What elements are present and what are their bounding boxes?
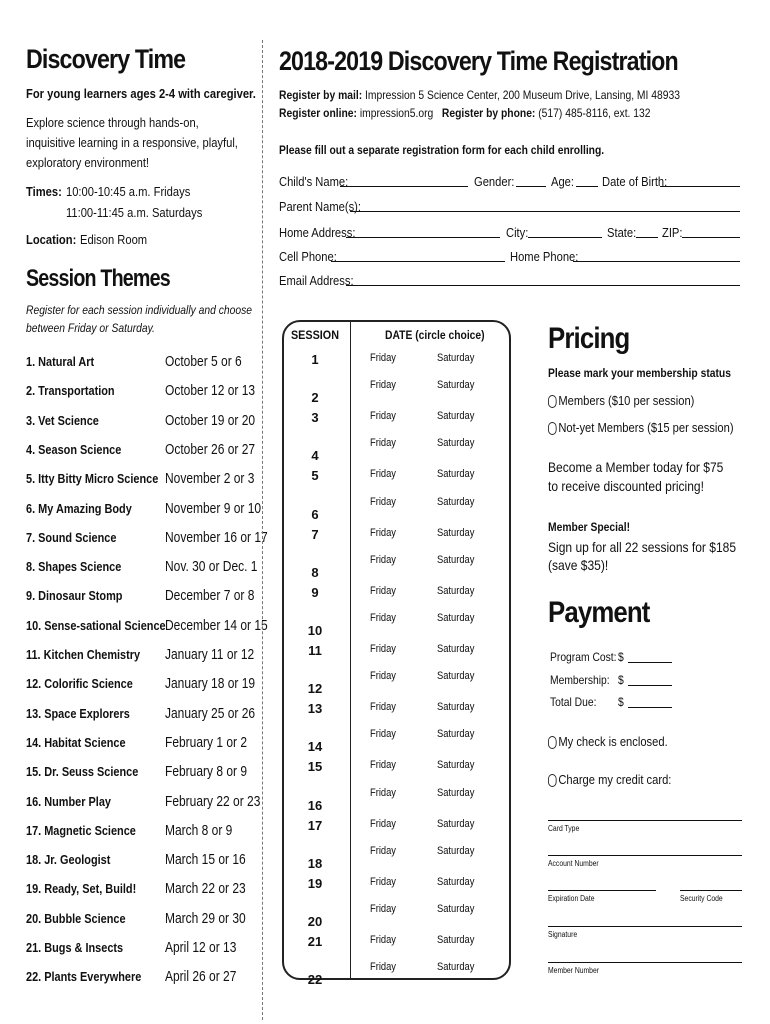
friday-option[interactable]: Friday — [370, 352, 396, 364]
session-date: April 26 or 27 — [165, 968, 237, 985]
themes-note-2: between Friday or Saturday. — [26, 321, 155, 335]
program-cost-field[interactable] — [628, 662, 672, 663]
session-number: 1 — [311, 352, 319, 367]
session-number: 4 — [311, 448, 319, 463]
expiration-field[interactable] — [548, 890, 656, 891]
saturday-option[interactable]: Saturday — [437, 759, 475, 771]
expiration-label: Expiration Date — [548, 894, 595, 903]
session-name: 22. Plants Everywhere — [26, 969, 142, 984]
online-line — [279, 106, 651, 120]
session-date: November 2 or 3 — [165, 470, 255, 487]
home-phone-field[interactable] — [573, 261, 740, 262]
saturday-option[interactable]: Saturday — [437, 496, 475, 508]
time-saturday: 11:00-11:45 a.m. Saturdays — [66, 205, 203, 220]
friday-option[interactable]: Friday — [370, 612, 396, 624]
total-dollar: $ — [618, 695, 624, 709]
saturday-option[interactable]: Saturday — [437, 527, 475, 539]
session-date: October 26 or 27 — [165, 441, 256, 458]
session-number: 15 — [307, 759, 323, 774]
saturday-option[interactable]: Saturday — [437, 903, 475, 915]
friday-option[interactable]: Friday — [370, 437, 396, 449]
friday-option[interactable]: Friday — [370, 845, 396, 857]
friday-option[interactable]: Friday — [370, 728, 396, 740]
friday-option[interactable]: Friday — [370, 410, 396, 422]
session-name: 8. Shapes Science — [26, 559, 122, 574]
city-field[interactable] — [528, 237, 602, 238]
location-value: Edison Room — [80, 232, 148, 247]
session-date: December 7 or 8 — [165, 587, 255, 604]
security-field[interactable] — [680, 890, 742, 891]
online-url: impression5.org — [359, 106, 434, 120]
member-option[interactable] — [548, 393, 694, 408]
session-date: March 15 or 16 — [165, 851, 246, 868]
zip-field[interactable] — [682, 237, 740, 238]
member-label: Members ($10 per session) — [558, 393, 695, 408]
session-date: January 25 or 26 — [165, 705, 256, 722]
session-date: October 12 or 13 — [165, 382, 256, 399]
card-type-label: Card Type — [548, 824, 580, 833]
email-label: Email Address: — [279, 273, 354, 288]
friday-option[interactable]: Friday — [370, 818, 396, 830]
address-label: Home Address: — [279, 225, 356, 240]
total-label: Total Due: — [550, 695, 597, 709]
nonmember-label: Not-yet Members ($15 per session) — [558, 420, 734, 435]
session-number: 17 — [307, 818, 323, 833]
phone-label: Register by phone: — [441, 106, 536, 120]
saturday-option[interactable]: Saturday — [437, 554, 475, 566]
credit-option[interactable] — [548, 772, 671, 787]
become-line-1: Become a Member today for $75 — [548, 459, 724, 475]
credit-checkbox[interactable] — [548, 774, 557, 787]
child-name-label: Child's Name: — [279, 174, 349, 189]
pricing-title: Pricing — [548, 322, 630, 355]
friday-option[interactable]: Friday — [370, 903, 396, 915]
session-number: 8 — [311, 565, 319, 580]
become-line-2: to receive discounted pricing! — [548, 478, 704, 494]
member-number-field[interactable] — [548, 962, 742, 963]
session-date: October 19 or 20 — [165, 412, 256, 429]
special-label: Member Special! — [548, 520, 631, 534]
friday-option[interactable]: Friday — [370, 554, 396, 566]
session-name: 6. My Amazing Body — [26, 501, 132, 516]
session-date: January 11 or 12 — [165, 646, 255, 663]
time-friday: 10:00-10:45 a.m. Fridays — [66, 184, 191, 199]
age-field[interactable] — [576, 186, 598, 187]
saturday-option[interactable]: Saturday — [437, 961, 475, 973]
saturday-option[interactable]: Saturday — [437, 818, 475, 830]
friday-option[interactable]: Friday — [370, 787, 396, 799]
friday-option[interactable]: Friday — [370, 701, 396, 713]
account-field[interactable] — [548, 855, 742, 856]
saturday-option[interactable]: Saturday — [437, 787, 475, 799]
session-date: February 22 or 23 — [165, 793, 261, 810]
saturday-option[interactable]: Saturday — [437, 410, 475, 422]
dob-label: Date of Birth: — [602, 174, 668, 189]
online-label: Register online: — [279, 106, 357, 120]
session-number: 13 — [307, 701, 323, 716]
parent-label: Parent Name(s): — [279, 199, 362, 214]
session-date: December 14 or 15 — [165, 617, 268, 634]
tagline: For young learners ages 2-4 with caregiver. — [26, 86, 256, 101]
session-name: 20. Bubble Science — [26, 911, 126, 926]
session-date: March 22 or 23 — [165, 880, 246, 897]
friday-option[interactable]: Friday — [370, 585, 396, 597]
nonmember-checkbox[interactable] — [548, 422, 557, 435]
session-date: April 12 or 13 — [165, 939, 237, 956]
mail-label: Register by mail: — [279, 88, 363, 102]
friday-option[interactable]: Friday — [370, 759, 396, 771]
desc-line-2: inquisitive learning in a responsive, playful, — [26, 135, 238, 150]
times-label: Times: — [26, 184, 62, 199]
check-label: My check is enclosed. — [558, 734, 668, 749]
cell-label: Cell Phone: — [279, 249, 337, 264]
total-field[interactable] — [628, 707, 672, 708]
session-date: February 1 or 2 — [165, 734, 248, 751]
session-number: 2 — [311, 390, 319, 405]
program-title: Discovery Time — [26, 44, 186, 74]
session-date: March 29 or 30 — [165, 910, 246, 927]
session-name: 19. Ready, Set, Build! — [26, 881, 137, 896]
session-number: 22 — [307, 972, 323, 987]
friday-option[interactable]: Friday — [370, 527, 396, 539]
friday-option[interactable]: Friday — [370, 670, 396, 682]
table-column-divider — [350, 322, 351, 978]
saturday-option[interactable]: Saturday — [437, 468, 475, 480]
session-name: 15. Dr. Seuss Science — [26, 764, 139, 779]
special-line-2: (save $35)! — [548, 557, 609, 573]
saturday-option[interactable]: Saturday — [437, 585, 475, 597]
session-number: 3 — [311, 410, 319, 425]
session-number: 7 — [311, 527, 319, 542]
state-field[interactable] — [636, 237, 658, 238]
session-date: November 16 or 17 — [165, 529, 268, 546]
session-name: 7. Sound Science — [26, 530, 117, 545]
session-date: March 8 or 9 — [165, 822, 233, 839]
saturday-option[interactable]: Saturday — [437, 612, 475, 624]
session-name: 11. Kitchen Chemistry — [26, 647, 141, 662]
session-number: 14 — [307, 739, 323, 754]
session-date: October 5 or 6 — [165, 353, 242, 370]
mail-line — [279, 88, 680, 102]
session-number: 12 — [307, 681, 323, 696]
age-label: Age: — [551, 174, 575, 189]
member-checkbox[interactable] — [548, 395, 557, 408]
saturday-option[interactable]: Saturday — [437, 352, 475, 364]
saturday-option[interactable]: Saturday — [437, 379, 475, 391]
program-cost-dollar: $ — [618, 650, 624, 664]
payment-title: Payment — [548, 596, 650, 629]
card-type-field[interactable] — [548, 820, 742, 821]
session-name: 18. Jr. Geologist — [26, 852, 111, 867]
saturday-option[interactable]: Saturday — [437, 845, 475, 857]
mail-address: Impression 5 Science Center, 200 Museum Drive, Lansing, MI 48933 — [365, 88, 680, 102]
session-number: 10 — [307, 623, 323, 638]
program-cost-label: Program Cost: — [550, 650, 617, 664]
session-number: 11 — [308, 643, 322, 658]
friday-option[interactable]: Friday — [370, 496, 396, 508]
session-number: 9 — [311, 585, 319, 600]
member-number-label: Member Number — [548, 966, 600, 975]
session-name: 12. Colorific Science — [26, 676, 133, 691]
home-phone-label: Home Phone: — [510, 249, 579, 264]
session-name: 21. Bugs & Insects — [26, 940, 124, 955]
saturday-option[interactable]: Saturday — [437, 643, 475, 655]
saturday-option[interactable]: Saturday — [437, 934, 475, 946]
session-name: 1. Natural Art — [26, 354, 95, 369]
date-header: DATE (circle choice) — [385, 328, 485, 342]
session-name: 3. Vet Science — [26, 413, 99, 428]
check-checkbox[interactable] — [548, 736, 557, 749]
dob-field[interactable] — [660, 186, 740, 187]
divider — [262, 40, 263, 1020]
session-name: 2. Transportation — [26, 383, 115, 398]
session-number: 19 — [307, 876, 323, 891]
session-name: 10. Sense-sational Science — [26, 618, 166, 633]
address-field[interactable] — [346, 237, 500, 238]
parent-field[interactable] — [350, 211, 740, 212]
session-date: November 9 or 10 — [165, 500, 262, 517]
membership-label: Membership: — [550, 673, 610, 687]
saturday-option[interactable]: Saturday — [437, 670, 475, 682]
session-number: 21 — [307, 934, 323, 949]
gender-field[interactable] — [516, 186, 546, 187]
friday-option[interactable]: Friday — [370, 468, 396, 480]
email-field[interactable] — [346, 285, 740, 286]
session-number: 16 — [307, 798, 323, 813]
session-name: 9. Dinosaur Stomp — [26, 588, 123, 603]
desc-line-3: exploratory environment! — [26, 155, 150, 170]
friday-option[interactable]: Friday — [370, 934, 396, 946]
cell-field[interactable] — [331, 261, 505, 262]
session-date: Nov. 30 or Dec. 1 — [165, 558, 258, 575]
phone-number: (517) 485-8116, ext. 132 — [538, 106, 651, 120]
child-name-field[interactable] — [340, 186, 468, 187]
pricing-mark: Please mark your membership status — [548, 366, 731, 380]
signature-field[interactable] — [548, 926, 742, 927]
session-number: 18 — [307, 856, 323, 871]
special-line-1: Sign up for all 22 sessions for $185 — [548, 539, 737, 555]
location-label: Location: — [26, 232, 77, 247]
session-date: January 18 or 19 — [165, 675, 256, 692]
friday-option[interactable]: Friday — [370, 876, 396, 888]
membership-dollar: $ — [618, 673, 624, 687]
friday-option[interactable]: Friday — [370, 961, 396, 973]
themes-note-1: Register for each session individually and choose — [26, 303, 253, 317]
nonmember-option[interactable] — [548, 420, 734, 435]
session-name: 5. Itty Bitty Micro Science — [26, 471, 159, 486]
membership-field[interactable] — [628, 685, 672, 686]
saturday-option[interactable]: Saturday — [437, 701, 475, 713]
credit-label: Charge my credit card: — [558, 772, 672, 787]
signature-label: Signature — [548, 930, 578, 939]
saturday-option[interactable]: Saturday — [437, 876, 475, 888]
check-option[interactable] — [548, 734, 668, 749]
zip-label: ZIP: — [662, 225, 683, 240]
session-name: 16. Number Play — [26, 794, 111, 809]
session-name: 4. Season Science — [26, 442, 122, 457]
gender-label: Gender: — [474, 174, 515, 189]
desc-line-1: Explore science through hands-on, — [26, 115, 199, 130]
account-label: Account Number — [548, 859, 599, 868]
session-number: 5 — [311, 468, 319, 483]
session-name: 13. Space Explorers — [26, 706, 130, 721]
friday-option[interactable]: Friday — [370, 379, 396, 391]
session-date: February 8 or 9 — [165, 763, 248, 780]
session-header: SESSION — [290, 328, 340, 342]
city-label: City: — [506, 225, 529, 240]
saturday-option[interactable]: Saturday — [437, 437, 475, 449]
saturday-option[interactable]: Saturday — [437, 728, 475, 740]
themes-title: Session Themes — [26, 265, 170, 292]
session-name: 17. Magnetic Science — [26, 823, 136, 838]
form-title: 2018-2019 Discovery Time Registration — [279, 46, 678, 76]
state-label: State: — [607, 225, 637, 240]
security-label: Security Code — [680, 894, 723, 903]
session-number: 20 — [307, 914, 323, 929]
session-name: 14. Habitat Science — [26, 735, 126, 750]
friday-option[interactable]: Friday — [370, 643, 396, 655]
form-note: Please fill out a separate registration form for each child enrolling. — [279, 143, 605, 157]
session-number: 6 — [311, 507, 319, 522]
